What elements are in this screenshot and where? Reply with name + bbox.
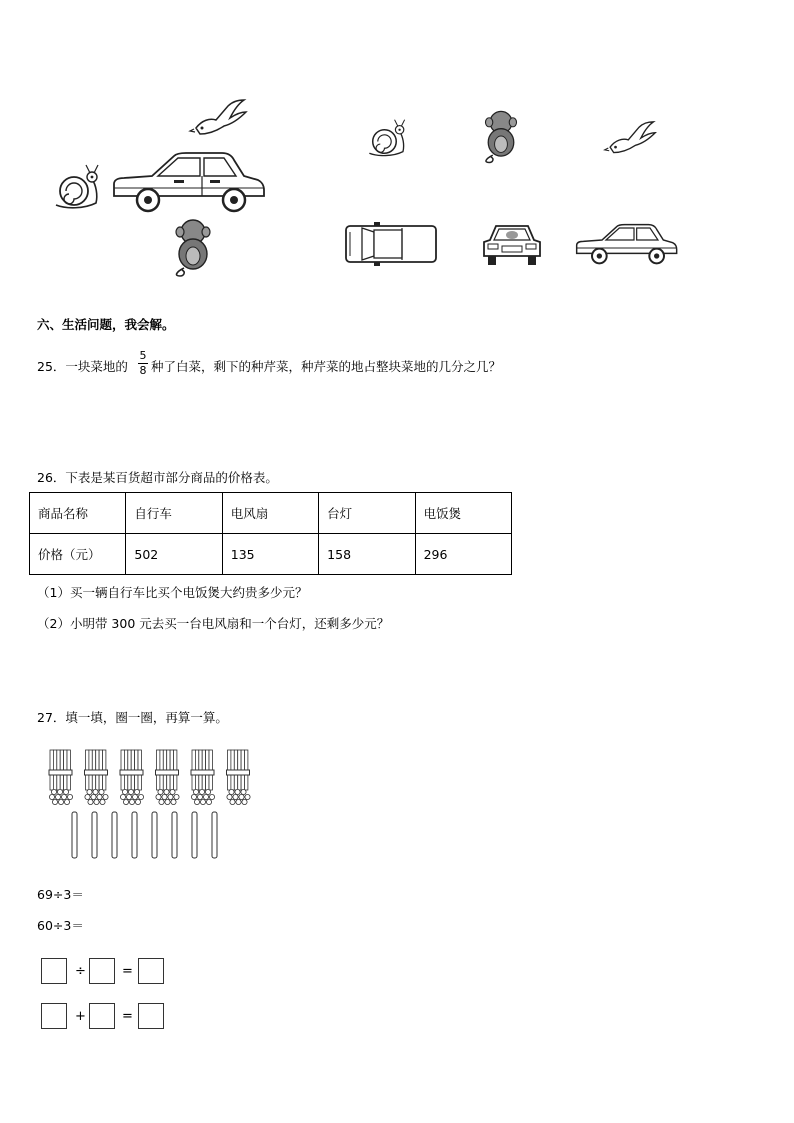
car-icon bbox=[110, 150, 266, 214]
question-26-sub1: （1）买一辆自行车比买个电饭煲大约贵多少元？ bbox=[37, 585, 308, 600]
single-stick bbox=[152, 812, 157, 858]
snail-icon bbox=[52, 165, 102, 211]
table-header-cell: 自行车 bbox=[126, 493, 222, 534]
single-stick bbox=[92, 812, 97, 858]
equals-sign: = bbox=[122, 964, 133, 979]
bird-icon bbox=[188, 98, 248, 140]
table-cell: 158 bbox=[319, 534, 415, 575]
divide-sign: ÷ bbox=[75, 964, 86, 979]
equation-1: 69÷3＝ bbox=[37, 887, 84, 902]
answer-box[interactable] bbox=[138, 958, 164, 984]
stick-bundle bbox=[85, 750, 109, 805]
question-27-intro: 27．填一填，圈一圈，再算一算。 bbox=[37, 710, 228, 725]
stick-bundle bbox=[120, 750, 144, 805]
answer-box[interactable] bbox=[41, 958, 67, 984]
snail-icon bbox=[366, 118, 408, 160]
plus-sign: + bbox=[75, 1009, 86, 1024]
car-top-icon bbox=[344, 222, 438, 268]
single-stick bbox=[132, 812, 137, 858]
stick-bundles-icon bbox=[48, 746, 254, 808]
single-stick bbox=[112, 812, 117, 858]
question-25-text: 种了白菜，剩下的种芹菜，种芹菜的地占整块菜地的几分之几？ bbox=[151, 359, 502, 374]
stick-bundle bbox=[227, 750, 251, 805]
section-heading: 六、生活问题，我会解。 bbox=[37, 317, 175, 332]
bird-icon bbox=[602, 120, 658, 158]
fraction-numerator: 5 bbox=[139, 349, 147, 362]
question-26-intro: 26．下表是某百货超市部分商品的价格表。 bbox=[37, 470, 278, 485]
fraction-denominator: 8 bbox=[139, 364, 147, 377]
table-header-cell: 台灯 bbox=[319, 493, 415, 534]
table-cell: 价格（元） bbox=[30, 534, 126, 575]
equals-sign: = bbox=[122, 1009, 133, 1024]
stick-bundle bbox=[191, 750, 215, 805]
answer-box[interactable] bbox=[138, 1003, 164, 1029]
table-header-cell: 电风扇 bbox=[222, 493, 318, 534]
answer-box[interactable] bbox=[89, 1003, 115, 1029]
table-cell: 296 bbox=[415, 534, 511, 575]
table-header-cell: 商品名称 bbox=[30, 493, 126, 534]
answer-box[interactable] bbox=[89, 958, 115, 984]
table-cell: 135 bbox=[222, 534, 318, 575]
single-stick bbox=[172, 812, 177, 858]
single-sticks-icon bbox=[70, 810, 250, 862]
table-row bbox=[30, 493, 512, 534]
question-26-sub2: （2）小明带 300 元去买一台电风扇和一个台灯，还剩多少元？ bbox=[37, 616, 390, 631]
question-25-prefix: 25．一块菜地的 bbox=[37, 359, 128, 374]
price-table bbox=[29, 492, 512, 575]
car-front-icon bbox=[480, 222, 544, 268]
single-stick bbox=[212, 812, 217, 858]
monkey-icon bbox=[480, 108, 522, 164]
answer-box[interactable] bbox=[41, 1003, 67, 1029]
single-stick bbox=[192, 812, 197, 858]
single-stick bbox=[72, 812, 77, 858]
stick-bundle bbox=[49, 750, 73, 805]
table-header-cell: 电饭煲 bbox=[415, 493, 511, 534]
stick-bundle bbox=[156, 750, 180, 805]
table-row bbox=[30, 534, 512, 575]
car-icon bbox=[574, 222, 678, 266]
fraction bbox=[138, 350, 148, 377]
equation-2: 60÷3＝ bbox=[37, 918, 84, 933]
table-cell: 502 bbox=[126, 534, 222, 575]
monkey-icon bbox=[170, 218, 216, 276]
